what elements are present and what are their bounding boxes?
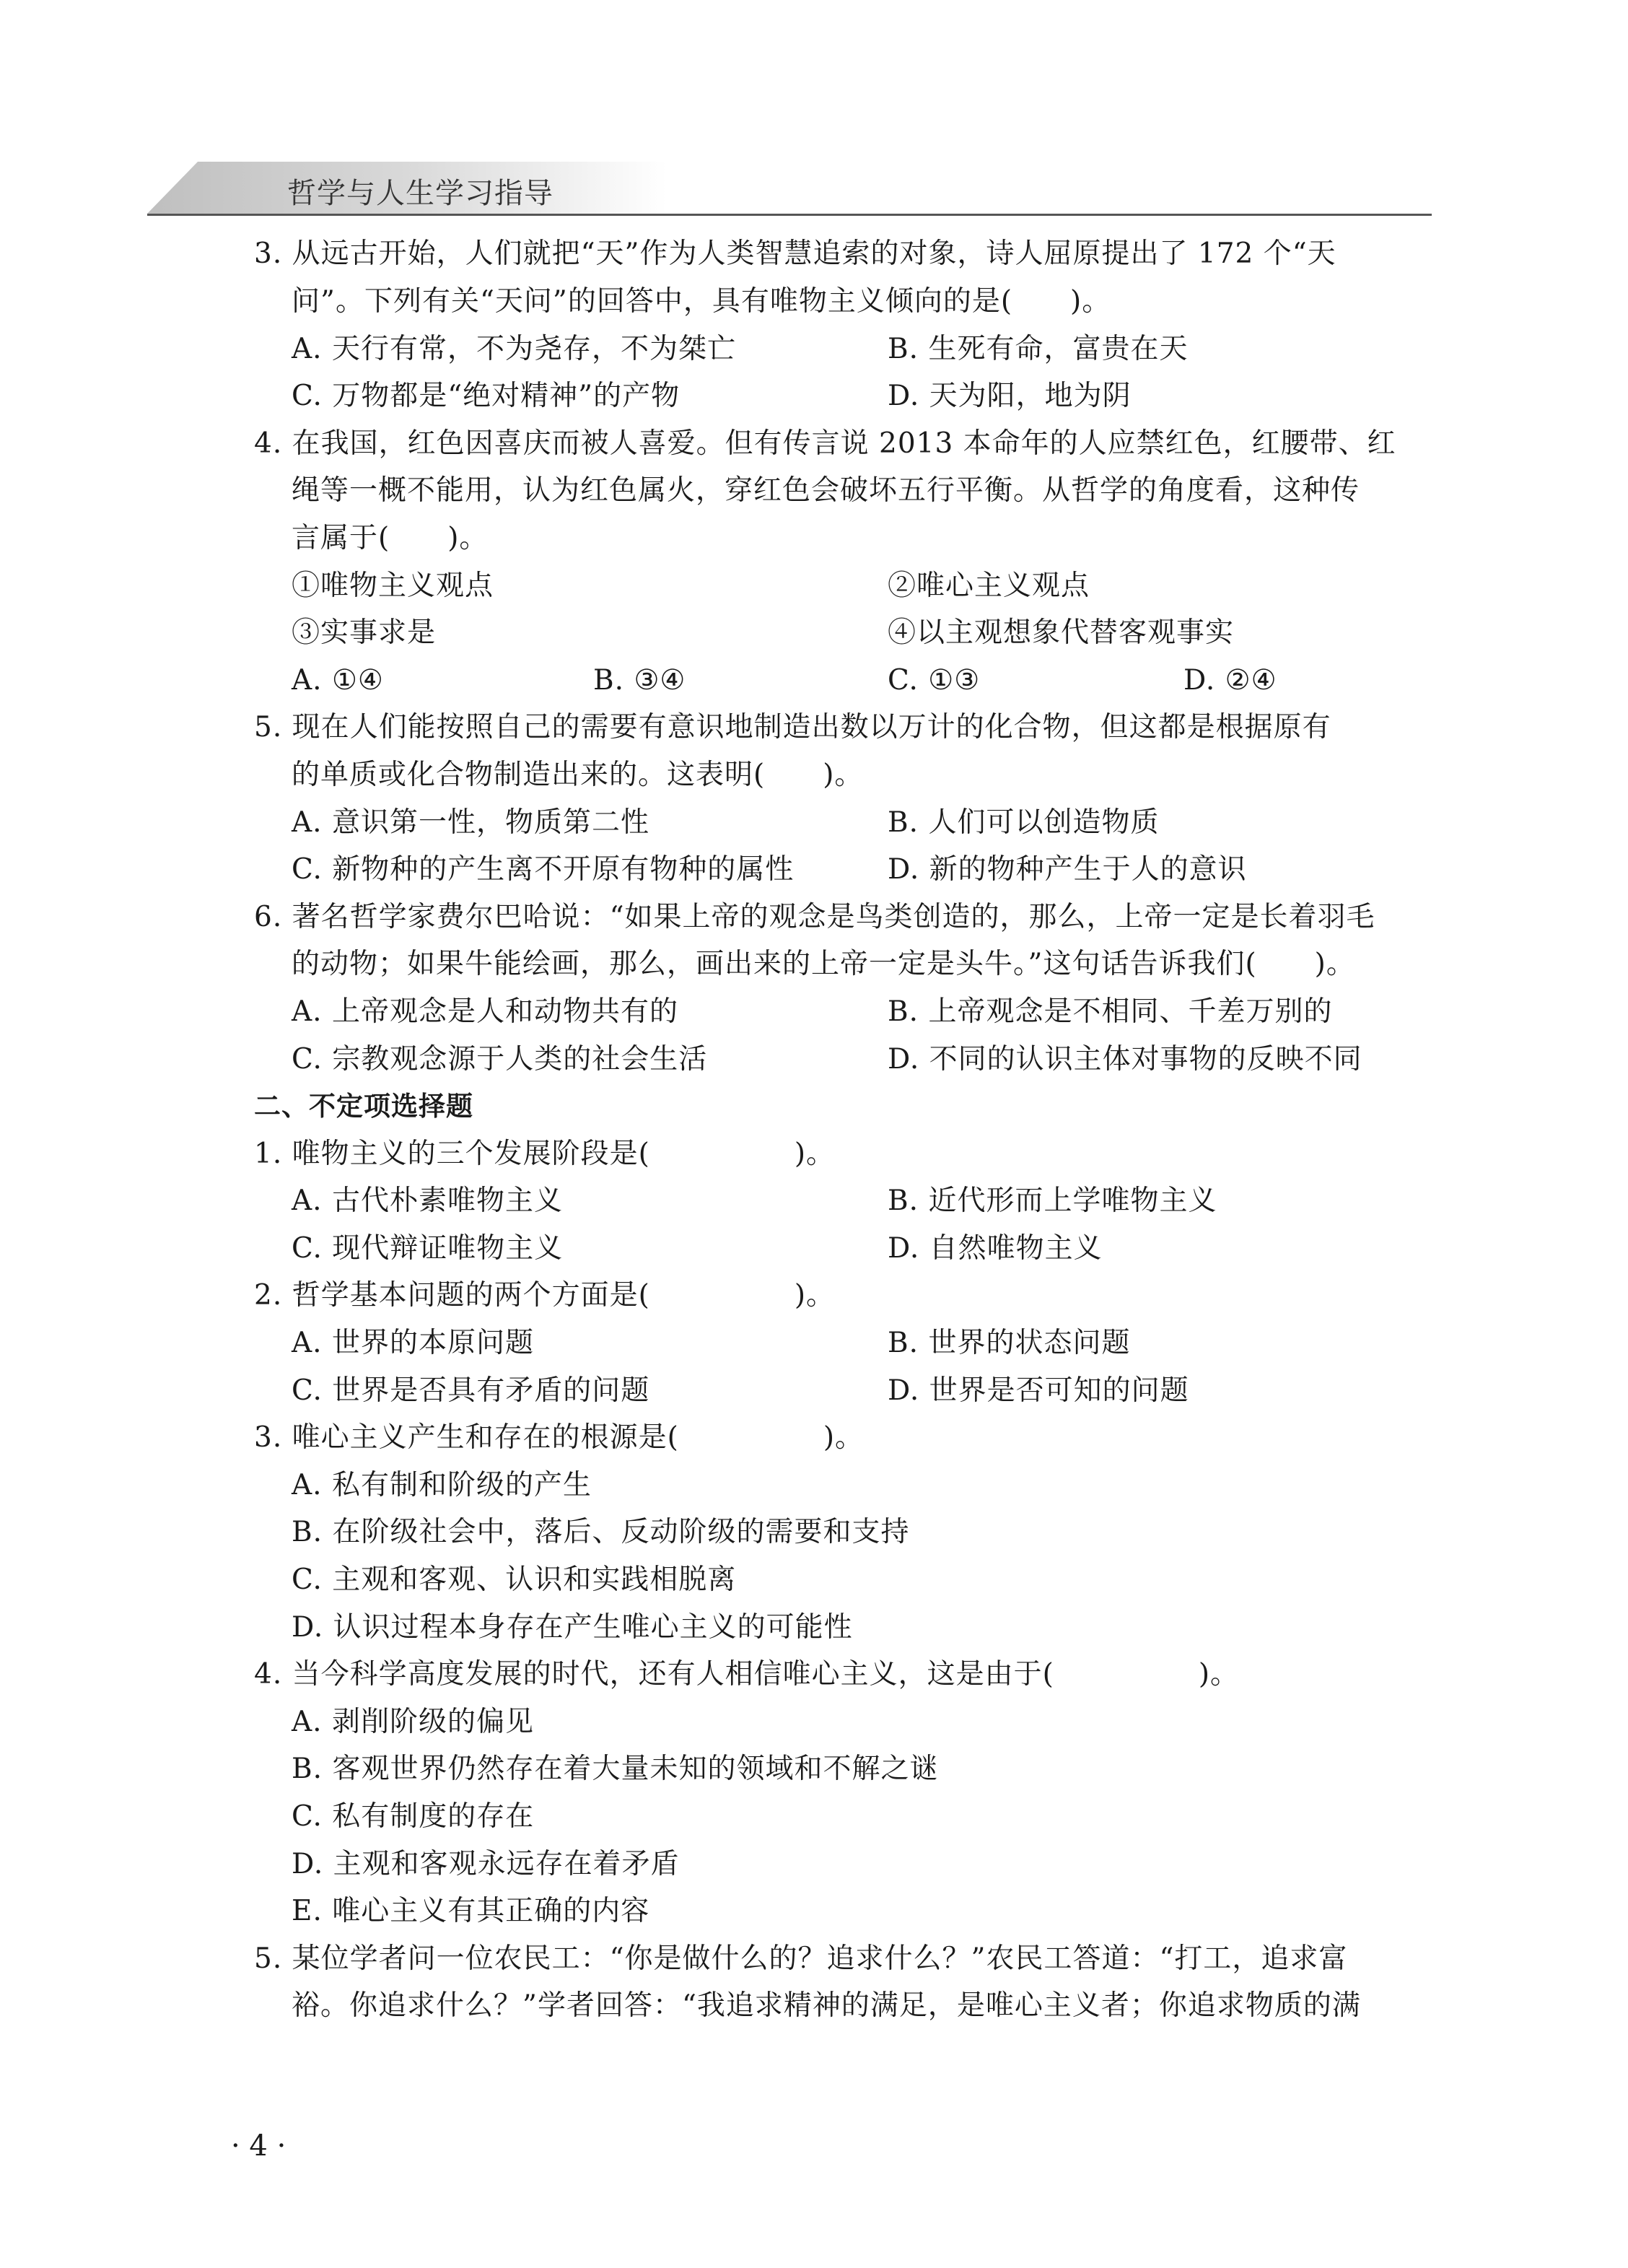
- question-text: 3. 从远古开始，人们就把“天”作为人类智慧追索的对象，诗人屈原提出了 172 个“天: [254, 237, 1336, 270]
- option-c: C. 私有制度的存在: [292, 1800, 535, 1833]
- question-text: 6. 著名哲学家费尔巴哈说：“如果上帝的观念是鸟类创造的，那么，上帝一定是长着羽毛: [254, 901, 1375, 933]
- option-c: C. 新物种的产生离不开原有物种的属性: [292, 853, 795, 886]
- question-text: 言属于( )。: [292, 522, 489, 554]
- option-e: E. 唯心主义有其正确的内容: [292, 1895, 650, 1927]
- option-c: C. 主观和客观、认识和实践相脱离: [292, 1563, 737, 1596]
- question-text: 5. 现在人们能按照自己的需要有意识地制造出数以万计的化合物，但这都是根据原有: [254, 711, 1331, 743]
- option-d: D. 自然唯物主义: [888, 1232, 1103, 1265]
- option-d: D. 不同的认识主体对事物的反映不同: [888, 1043, 1362, 1076]
- option-a: A. 古代朴素唯物主义: [292, 1185, 563, 1217]
- option-b: B. 人们可以创造物质: [888, 806, 1160, 839]
- question-text: 4. 在我国，红色因喜庆而被人喜爱。但有传言说 2013 本命年的人应禁红色，红腰带、红: [254, 427, 1396, 460]
- question-text: 问”。下列有关“天问”的回答中，具有唯物主义倾向的是( )。: [292, 285, 1111, 318]
- option-d: D. 新的物种产生于人的意识: [888, 853, 1247, 886]
- option-a: A. 剥削阶级的偏见: [292, 1706, 534, 1738]
- question-text: 裕。你追求什么？”学者回答：“我追求精神的满足，是唯心主义者；你追求物质的满: [292, 1989, 1361, 2022]
- running-header-title: 哲学与人生学习指导: [287, 177, 553, 210]
- section-heading: 二、不定项选择题: [254, 1091, 473, 1122]
- question-text: 的单质或化合物制造出来的。这表明( )。: [292, 759, 864, 791]
- question-text: 3. 唯心主义产生和存在的根源是( )。: [254, 1421, 865, 1454]
- option-d: D. 主观和客观永远存在着矛盾: [292, 1848, 680, 1880]
- option-d: D. 世界是否可知的问题: [888, 1374, 1189, 1407]
- statement-1: ①唯物主义观点: [292, 570, 494, 602]
- question-text: 5. 某位学者问一位农民工：“你是做什么的？追求什么？”农民工答道：“打工，追求富: [254, 1942, 1348, 1975]
- question-text: 的动物；如果牛能绘画，那么，画出来的上帝一定是头牛。”这句话告诉我们( )。: [292, 948, 1355, 980]
- statement-3: ③实事求是: [292, 616, 437, 649]
- option-b: B. ③④: [593, 664, 686, 697]
- option-d: D. 天为阳，地为阴: [888, 380, 1132, 412]
- option-b: B. 近代形而上学唯物主义: [888, 1185, 1217, 1217]
- question-text: 绳等一概不能用，认为红色属火，穿红色会破坏五行平衡。从哲学的角度看，这种传: [292, 474, 1360, 507]
- option-a: A. ①④: [292, 664, 384, 697]
- option-c: C. 现代辩证唯物主义: [292, 1232, 564, 1265]
- option-a: A. 天行有常，不为尧存，不为桀亡: [292, 333, 736, 365]
- option-d: D. ②④: [1183, 664, 1277, 697]
- question-text: 4. 当今科学高度发展的时代，还有人相信唯心主义，这是由于( )。: [254, 1658, 1240, 1691]
- statement-2: ②唯心主义观点: [888, 570, 1090, 602]
- option-c: C. 宗教观念源于人类的社会生活: [292, 1043, 708, 1076]
- option-a: A. 私有制和阶级的产生: [292, 1469, 592, 1501]
- option-c: C. 世界是否具有矛盾的问题: [292, 1374, 650, 1407]
- option-b: B. 客观世界仍然存在着大量未知的领域和不解之谜: [292, 1753, 939, 1785]
- option-a: A. 上帝观念是人和动物共有的: [292, 995, 678, 1028]
- statement-4: ④以主观想象代替客观事实: [888, 616, 1235, 649]
- option-c: C. 万物都是“绝对精神”的产物: [292, 380, 680, 412]
- option-b: B. 在阶级社会中，落后、反动阶级的需要和支持: [292, 1516, 910, 1548]
- option-c: C. ①③: [888, 664, 981, 697]
- option-b: B. 上帝观念是不相同、千差万别的: [888, 995, 1333, 1028]
- option-b: B. 生死有命，富贵在天: [888, 333, 1189, 365]
- question-text: 2. 哲学基本问题的两个方面是( )。: [254, 1279, 836, 1312]
- option-b: B. 世界的状态问题: [888, 1327, 1131, 1359]
- option-a: A. 意识第一性，物质第二性: [292, 806, 649, 839]
- option-d: D. 认识过程本身存在产生唯心主义的可能性: [292, 1611, 853, 1644]
- option-a: A. 世界的本原问题: [292, 1327, 534, 1359]
- question-text: 1. 唯物主义的三个发展阶段是( )。: [254, 1138, 836, 1170]
- page-number: · 4 ·: [231, 2129, 286, 2163]
